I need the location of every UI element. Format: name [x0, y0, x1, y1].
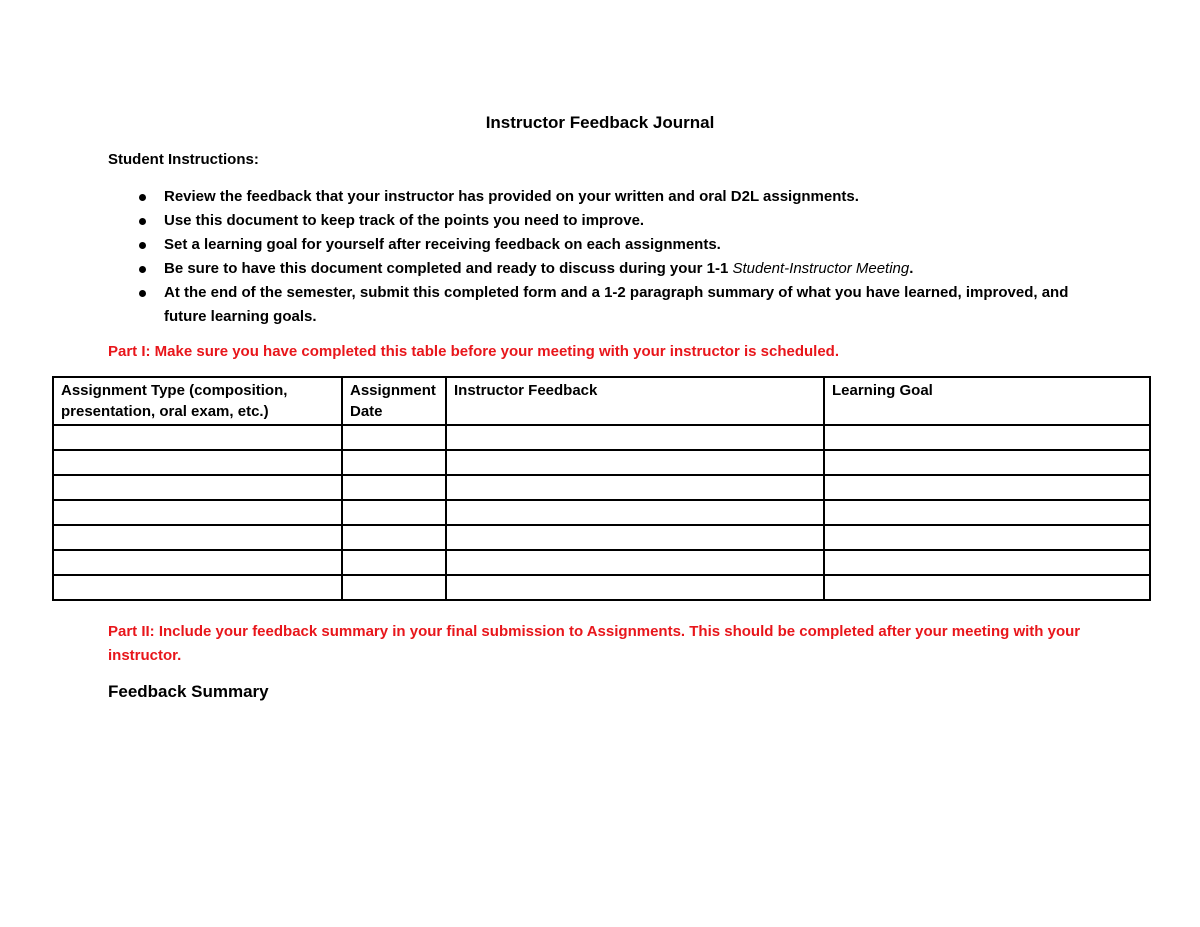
feedback-summary-heading: Feedback Summary: [108, 682, 269, 701]
table-cell[interactable]: [53, 550, 342, 575]
bullet-icon: [139, 242, 146, 249]
list-item-text: At the end of the semester, submit this completed form and a 1-2 paragraph summary of what you have learned, improved, and future learning goals.: [164, 284, 1069, 325]
table-cell[interactable]: [446, 550, 824, 575]
list-item: [108, 209, 1108, 233]
bullet-icon: [139, 266, 146, 273]
table-row: [53, 575, 1150, 600]
table-cell[interactable]: [446, 575, 824, 600]
list-item: [108, 257, 1108, 281]
table-cell[interactable]: [342, 475, 446, 500]
list-item-text-end: .: [909, 260, 914, 277]
table-cell[interactable]: [53, 525, 342, 550]
table-cell[interactable]: [53, 425, 342, 450]
meeting-name: Student-Instructor Meeting: [732, 260, 910, 277]
column-header-learning-goal: Learning Goal: [824, 377, 1150, 425]
table-cell[interactable]: [824, 425, 1150, 450]
table-cell[interactable]: [824, 500, 1150, 525]
table-cell[interactable]: [824, 525, 1150, 550]
list-item: [108, 281, 1108, 329]
bullet-icon: [139, 218, 146, 225]
page-title: Instructor Feedback Journal: [485, 113, 715, 132]
table-cell[interactable]: [342, 450, 446, 475]
list-item-text: Set a learning goal for yourself after receiving feedback on each assignments.: [164, 236, 721, 253]
table-cell[interactable]: [824, 575, 1150, 600]
table-cell[interactable]: [824, 475, 1150, 500]
table-cell[interactable]: [342, 575, 446, 600]
table-cell[interactable]: [342, 550, 446, 575]
column-header-assignment-type: Assignment Type (composition, presentation, oral exam, etc.): [53, 377, 342, 425]
table-row: [53, 525, 1150, 550]
table-cell[interactable]: [824, 450, 1150, 475]
feedback-table: [52, 376, 1151, 601]
instructions-list: [108, 185, 1108, 329]
table-cell[interactable]: [824, 550, 1150, 575]
table-row: [53, 475, 1150, 500]
list-item-text-start: Be sure to have this document completed and ready to discuss during your 1-1: [164, 260, 733, 277]
table-cell[interactable]: [53, 575, 342, 600]
table-row: [53, 450, 1150, 475]
list-item: [108, 185, 1108, 209]
table-cell[interactable]: [446, 500, 824, 525]
column-header-assignment-date: Assignment Date: [342, 377, 446, 425]
part-two-instruction: Part II: Include your feedback summary in your final submission to Assignments. This should be completed after your meeting with your instructor.: [108, 623, 1081, 664]
table-cell[interactable]: [446, 475, 824, 500]
column-header-instructor-feedback: Instructor Feedback: [446, 377, 824, 425]
table-cell[interactable]: [446, 525, 824, 550]
table-cell[interactable]: [342, 500, 446, 525]
table-cell[interactable]: [342, 425, 446, 450]
table-cell[interactable]: [53, 450, 342, 475]
table-row: [53, 425, 1150, 450]
list-item-text: [164, 260, 913, 277]
table-cell[interactable]: [53, 500, 342, 525]
list-item-text: Use this document to keep track of the points you need to improve.: [164, 212, 645, 229]
part-one-instruction: Part I: Make sure you have completed this table before your meeting with your instructor is scheduled.: [108, 343, 840, 360]
bullet-icon: [139, 194, 146, 201]
table-cell[interactable]: [446, 425, 824, 450]
list-item: [108, 233, 1108, 257]
table-header-row: [53, 377, 1150, 425]
table-cell[interactable]: [53, 475, 342, 500]
instructions-heading: Student Instructions:: [108, 151, 259, 168]
bullet-icon: [139, 290, 146, 297]
table-cell[interactable]: [446, 450, 824, 475]
table-row: [53, 550, 1150, 575]
table-cell[interactable]: [342, 525, 446, 550]
list-item-text: Review the feedback that your instructor has provided on your written and oral D2L assignments.: [164, 188, 859, 205]
table-row: [53, 500, 1150, 525]
